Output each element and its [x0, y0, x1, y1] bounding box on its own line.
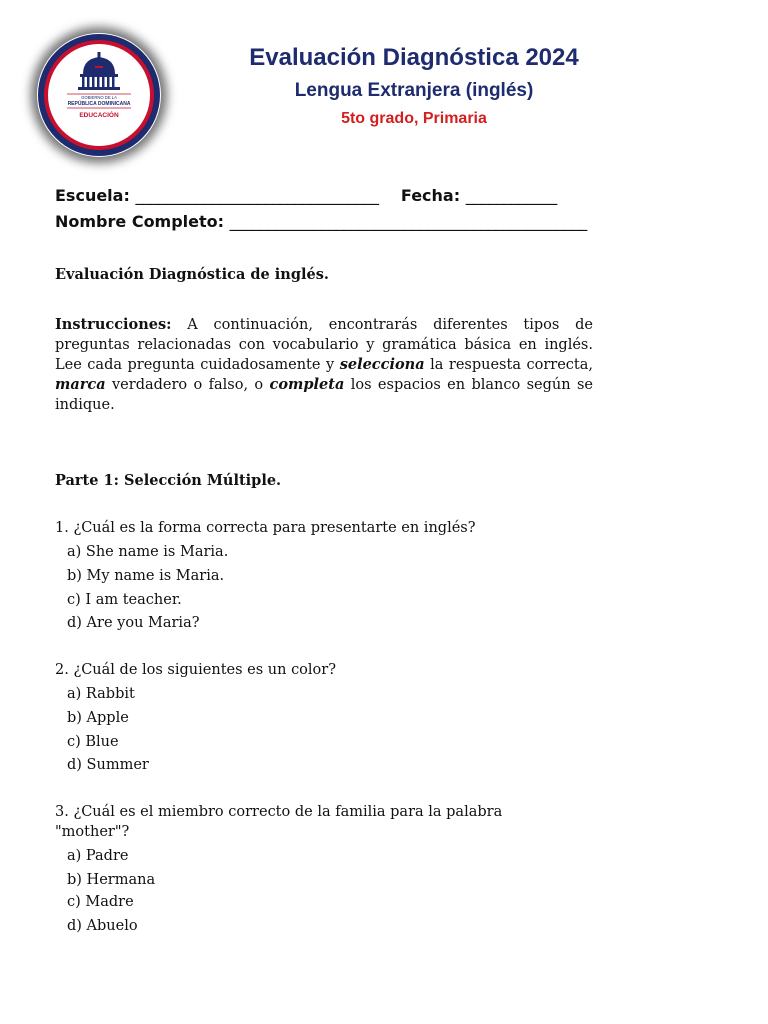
name-label: Nombre Completo:	[55, 212, 225, 231]
full-name-row	[55, 212, 587, 231]
logo-text-line3: EDUCACIÓN	[79, 112, 119, 119]
question-1-option-b[interactable]: b) My name is Maria.	[67, 568, 225, 584]
page-title: Evaluación Diagnóstica 2024	[249, 44, 579, 71]
school-blank-field[interactable]: ________________________________	[135, 186, 379, 205]
question-1-option-a[interactable]: a) She name is Maria.	[67, 544, 229, 560]
logo-text-line2: REPÚBLICA DOMINICANA	[67, 101, 131, 107]
intro-heading: Evaluación Diagnóstica de inglés.	[55, 266, 329, 283]
instructions-label: Instrucciones:	[55, 316, 172, 333]
question-3-option-d[interactable]: d) Abuelo	[67, 918, 138, 934]
question-3-option-b[interactable]: b) Hermana	[67, 872, 156, 888]
instructions-emphasis-complete: completa	[269, 376, 345, 393]
question-2-text: 2. ¿Cuál de los siguientes es un color?	[55, 662, 336, 678]
school-label: Escuela:	[55, 186, 130, 205]
capitol-dome-accents-icon	[95, 66, 103, 68]
instructions-text-3: verdadero o falso, o	[105, 377, 270, 393]
grade-label: 5to grado, Primaria	[341, 110, 487, 127]
name-blank-field[interactable]: _______________________________________________	[229, 212, 587, 231]
question-2-option-b[interactable]: b) Apple	[67, 710, 129, 726]
question-1-option-d[interactable]: d) Are you Maria?	[67, 615, 200, 631]
instructions-emphasis-select: selecciona	[339, 356, 425, 373]
question-3-option-a[interactable]: a) Padre	[67, 848, 129, 864]
date-label: Fecha:	[400, 186, 461, 205]
instructions-text-4: los espacios en blanco según se indique.	[55, 377, 593, 413]
question-1-option-c[interactable]: c) I am teacher.	[67, 592, 182, 608]
ministry-logo	[37, 33, 161, 157]
instructions-text-1: A continuación, encontrarás diferentes tipos de preguntas relacionadas con vocabulario y gramática básica en inglés. Lee cada pregunta cuidadosamente y	[55, 317, 593, 373]
part1-heading: Parte 1: Selección Múltiple.	[55, 472, 282, 489]
question-1-text: 1. ¿Cuál es la forma correcta para presentarte en inglés?	[55, 520, 476, 536]
question-2-option-c[interactable]: c) Blue	[67, 734, 119, 750]
ministry-seal-graphic	[37, 33, 161, 157]
instructions-emphasis-mark: marca	[55, 376, 106, 393]
question-3-text: 3. ¿Cuál es el miembro correcto de la familia para la palabra "mother"?	[55, 804, 503, 840]
school-date-row	[55, 186, 557, 205]
instructions-text-2: la respuesta correcta,	[424, 357, 593, 373]
instructions-paragraph	[55, 315, 593, 415]
question-2-option-a[interactable]: a) Rabbit	[67, 686, 135, 702]
logo-text-line1: GOBIERNO DE LA	[81, 95, 117, 100]
date-blank-field[interactable]: ____________	[465, 186, 557, 205]
subject-subtitle: Lengua Extranjera (inglés)	[294, 80, 534, 101]
question-3-option-c[interactable]: c) Madre	[67, 894, 134, 910]
question-2-option-d[interactable]: d) Summer	[67, 757, 149, 773]
